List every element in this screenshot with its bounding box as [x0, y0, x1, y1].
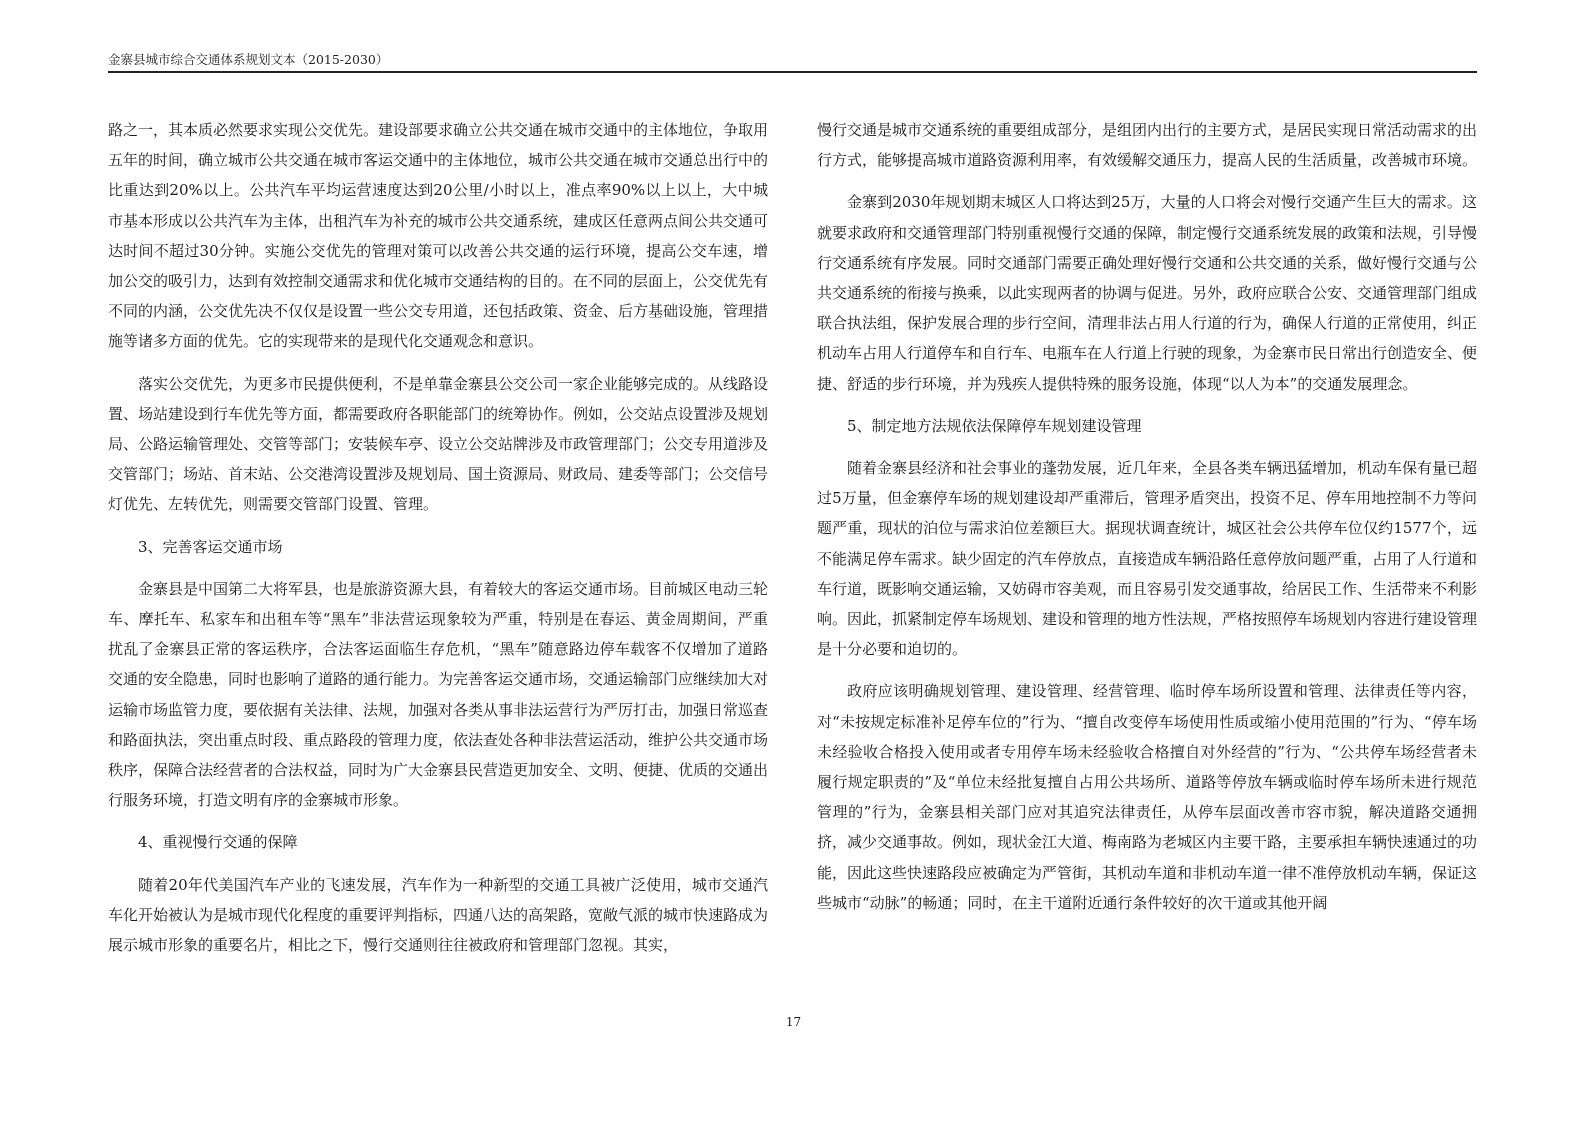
section-heading: 4、重视慢行交通的保障	[138, 833, 298, 852]
running-header: 金寨县城市综合交通体系规划文本（2015-2030）	[108, 52, 389, 67]
paragraph: 政府应该明确规划管理、建设管理、经营管理、临时停车场所设置和管理、法律责任等内容，对“未按规定标准补足停车位的”行为、“擅自改变停车场使用性质或缩小使用范围的”行为、“停车场未经验收合格投入使用或者专用停车场未经验收合格擅自对外经营的”行为、“公共停车场经营者未履行规定职责的”及“单位未经批复擅自占用公共场所、道路等停放车辆或临时停车场所未进行规范管理的”行为，金寨县相关部门应对其追究法律责任，从停车层面改善市容市貌，解决道路交通拥挤，减少交通事故。例如，现状金江大道、梅南路为老城区内主要干路，主要承担车辆快速通过的功能，因此这些快速路段应被确定为严管街，其机动车道和非机动车道一律不准停放机动车辆，保证这些城市“动脉”的畅通；同时，在主干道附近通行条件较好的次干道或其他开阔	[817, 682, 1478, 912]
header-divider	[108, 71, 1477, 73]
paragraph: 随着金寨县经济和社会事业的蓬勃发展，近几年来，全县各类车辆迅猛增加，机动车保有量已超过5万量，但金寨停车场的规划建设却严重滞后，管理矛盾突出，投资不足、停车用地控制不力等问题严重，现状的泊位与需求泊位差额巨大。据现状调查统计，城区社会公共停车位仅约1577个，远不能满足停车需求。缺少固定的汽车停放点，直接造成车辆沿路任意停放问题严重，占用了人行道和车行道，既影响交通运输，又妨碍市容美观，而且容易引发交通事故，给居民工作、生活带来不利影响。因此，抓紧制定停车场规划、建设和管理的地方性法规，严格按照停车场规划内容进行建设管理是十分必要和迫切的。	[817, 459, 1478, 659]
paragraph: 慢行交通是城市交通系统的重要组成部分，是组团内出行的主要方式，是居民实现日常活动需求的出行方式，能够提高城市道路资源利用率，有效缓解交通压力，提高人民的生活质量，改善城市环境。	[817, 121, 1478, 170]
paragraph: 随着20年代美国汽车产业的飞速发展，汽车作为一种新型的交通工具被广泛使用，城市交通汽车化开始被认为是城市现代化程度的重要评判指标，四通八达的高架路，宽敞气派的城市快速路成为展示城市形象的重要名片，相比之下，慢行交通则往往被政府和管理部门忽视。其实，	[108, 875, 769, 955]
section-heading: 5、制定地方法规依法保障停车规划建设管理	[847, 416, 1142, 435]
left-column	[108, 115, 768, 972]
right-column	[817, 115, 1477, 930]
paragraph: 落实公交优先，为更多市民提供便利，不是单靠金寨县公交公司一家企业能够完成的。从线路设置、场站建设到行车优先等方面，都需要政府各职能部门的统筹协作。例如，公交站点设置涉及规划局、公路运输管理处、交管等部门；安装候车亭、设立公交站牌涉及市政管理部门；公交专用道涉及交管部门；场站、首末站、公交港湾设置涉及规划局、国土资源局、财政局、建委等部门；公交信号灯优先、左转优先，则需要交管部门设置、管理。	[108, 374, 769, 514]
page-number: 17	[785, 1015, 802, 1029]
paragraph: 路之一，其本质必然要求实现公交优先。建设部要求确立公共交通在城市交通中的主体地位，争取用五年的时间，确立城市公共交通在城市客运交通中的主体地位，城市公共交通在城市交通总出行中的比重达到20%以上。公共汽车平均运营速度达到20公里/小时以上，准点率90%以上以上，大中城市基本形成以公共汽车为主体，出租汽车为补充的城市公共交通系统，建成区任意两点间公共交通可达时间不超过30分钟。实施公交优先的管理对策可以改善公共交通的运行环境，提高公交车速，增加公交的吸引力，达到有效控制交通需求和优化城市交通结构的目的。在不同的层面上，公交优先有不同的内涵，公交优先决不仅仅是设置一些公交专用道，还包括政策、资金、后方基础设施，管理措施等诸多方面的优先。它的实现带来的是现代化交通观念和意识。	[108, 121, 769, 351]
section-heading: 3、完善客运交通市场	[138, 537, 283, 556]
paragraph: 金寨县是中国第二大将军县，也是旅游资源大县，有着较大的客运交通市场。目前城区电动三轮车、摩托车、私家车和出租车等“黑车”非法营运现象较为严重，特别是在春运、黄金周期间，严重扰乱了金寨县正常的客运秩序，合法客运面临生存危机，“黑车”随意路边停车载客不仅增加了道路交通的安全隐患，同时也影响了道路的通行能力。为完善客运交通市场，交通运输部门应继续加大对运输市场监管力度，要依据有关法律、法规，加强对各类从事非法运营行为严厉打击，加强日常巡查和路面执法，突出重点时段、重点路段的管理力度，依法查处各种非法营运活动，维护公共交通市场秩序，保障合法经营者的合法权益，同时为广大金寨县民营造更加安全、文明、便捷、优质的交通出行服务环境，打造文明有序的金寨城市形象。	[108, 579, 769, 810]
paragraph: 金寨到2030年规划期末城区人口将达到25万，大量的人口将会对慢行交通产生巨大的需求。这就要求政府和交通管理部门特别重视慢行交通的保障，制定慢行交通系统发展的政策和法规，引导慢行交通系统有序发展。同时交通部门需要正确处理好慢行交通和公共交通的关系，做好慢行交通与公共交通系统的衔接与换乘，以此实现两者的协调与促进。另外，政府应联合公安、交通管理部门组成联合执法组，保护发展合理的步行空间，清理非法占用人行道的行为，确保人行道的正常使用，纠正机动车占用人行道停车和自行车、电瓶车在人行道上行驶的现象，为金寨市民日常出行创造安全、便捷、舒适的步行环境，并为残疾人提供特殊的服务设施，体现“以人为本”的交通发展理念。	[817, 193, 1478, 393]
